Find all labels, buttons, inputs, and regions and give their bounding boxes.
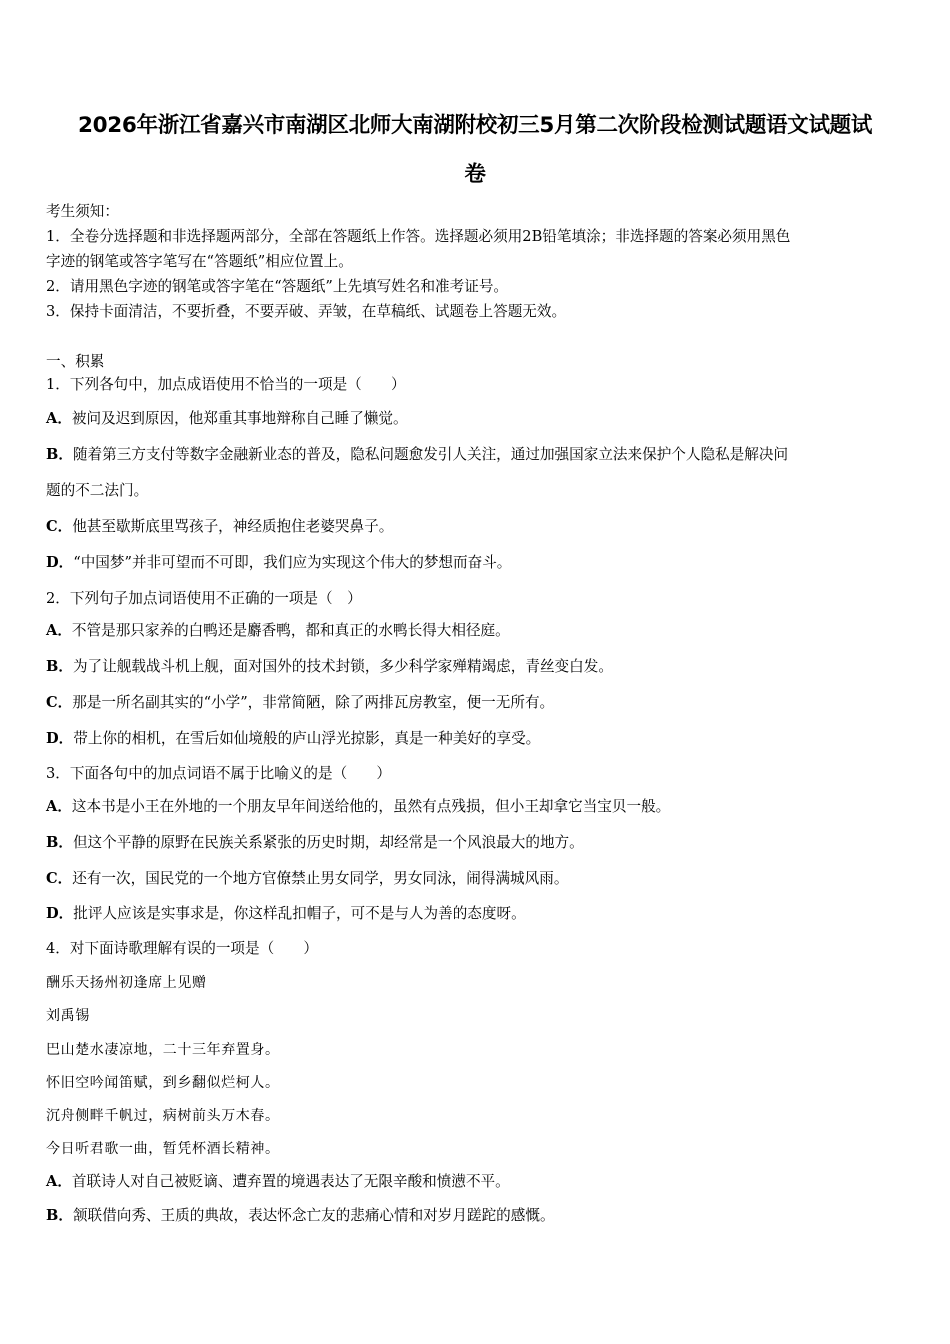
poem-line: 怀旧空吟闻笛赋，到乡翻似烂柯人。 bbox=[46, 1075, 280, 1091]
notice-heading: 考生须知： bbox=[46, 203, 119, 220]
option-label: D． bbox=[46, 554, 74, 571]
exam-title: 2026年浙江省嘉兴市南湖区北师大南湖附校初三5月第二次阶段检测试题语文试题试 bbox=[77, 113, 873, 138]
option-c bbox=[46, 518, 393, 536]
notice-item: 2．请用黑色字迹的钢笔或答字笔在“答题纸”上先填写姓名和准考证号。 bbox=[46, 278, 509, 295]
option-label: B． bbox=[46, 1207, 73, 1224]
option-text: 带上你的相机，在雪后如仙境般的庐山浮光掠影，真是一种美好的享受。 bbox=[73, 730, 541, 747]
option-label: C． bbox=[46, 694, 73, 711]
exam-title-continued: 卷 bbox=[464, 162, 486, 187]
option-label: D． bbox=[46, 905, 74, 922]
option-text: 那是一所名副其实的“小学”，非常简陋，除了两排瓦房教室，便一无所有。 bbox=[72, 694, 555, 711]
option-b bbox=[46, 1207, 555, 1225]
poem-line: 今日听君歌一曲，暂凭杯酒长精神。 bbox=[46, 1141, 280, 1157]
option-text: 不管是那只家养的白鸭还是麝香鸭，都和真正的水鸭长得大相径庭。 bbox=[71, 622, 510, 639]
option-text: 但这个平静的原野在民族关系紧张的历史时期，却经常是一个风浪最大的地方。 bbox=[72, 834, 584, 851]
option-text: 首联诗人对自己被贬谪、遭弃置的境遇表达了无限辛酸和愤懑不平。 bbox=[71, 1173, 510, 1190]
option-a bbox=[46, 1173, 510, 1191]
option-label: B． bbox=[46, 446, 73, 463]
section-heading: 一、积累 bbox=[46, 353, 105, 370]
option-d bbox=[46, 554, 511, 572]
option-label: C． bbox=[46, 518, 73, 535]
option-b bbox=[46, 834, 584, 852]
question-stem: 4．对下面诗歌理解有误的一项是（ ） bbox=[46, 940, 318, 957]
poem-line: 巴山楚水凄凉地，二十三年弃置身。 bbox=[46, 1042, 280, 1058]
option-b bbox=[46, 446, 788, 464]
option-text: 被问及迟到原因，他郑重其事地辩称自己睡了懒觉。 bbox=[71, 410, 408, 427]
option-text: “中国梦”并非可望而不可即，我们应为实现这个伟大的梦想而奋斗。 bbox=[73, 554, 512, 571]
option-label: B． bbox=[46, 834, 73, 851]
question-stem: 1．下列各句中，加点成语使用不恰当的一项是（ ） bbox=[46, 376, 406, 393]
option-text: 为了让舰载战斗机上舰，面对国外的技术封锁，多少科学家殚精竭虑，青丝变白发。 bbox=[72, 658, 613, 675]
option-text: 还有一次，国民党的一个地方官僚禁止男女同学，男女同泳，闹得满城风雨。 bbox=[72, 870, 569, 887]
option-text: 他甚至歇斯底里骂孩子，神经质抱住老婆哭鼻子。 bbox=[72, 518, 394, 535]
notice-item: 字迹的钢笔或答字笔写在“答题纸”相应位置上。 bbox=[46, 253, 353, 270]
option-text: 这本书是小王在外地的一个朋友早年间送给他的，虽然有点残损，但小王却拿它当宝贝一般。 bbox=[71, 798, 671, 815]
option-label: A． bbox=[46, 798, 72, 815]
option-label: B． bbox=[46, 658, 73, 675]
notice-item: 1．全卷分选择题和非选择题两部分，全部在答题纸上作答。选择题必须用2B铅笔填涂；非选择题的答案必须用黑色 bbox=[46, 228, 791, 245]
poem-author: 刘禹锡 bbox=[46, 1008, 90, 1024]
option-label: A． bbox=[46, 1173, 72, 1190]
option-a bbox=[46, 410, 408, 428]
option-text: 随着第三方支付等数字金融新业态的普及，隐私问题愈发引人关注，通过加强国家立法来保护个人隐私是解决问 bbox=[72, 446, 789, 463]
option-a bbox=[46, 622, 510, 640]
poem-line: 沉舟侧畔千帆过，病树前头万木春。 bbox=[46, 1108, 280, 1124]
option-b bbox=[46, 658, 613, 676]
option-a bbox=[46, 798, 670, 816]
question-stem: 3．下面各句中的加点词语不属于比喻义的是（ ） bbox=[46, 765, 391, 782]
option-text: 颔联借向秀、王质的典故，表达怀念亡友的悲痛心情和对岁月蹉跎的感慨。 bbox=[72, 1207, 555, 1224]
option-label: A． bbox=[46, 410, 72, 427]
option-d bbox=[46, 905, 526, 923]
question-stem: 2．下列句子加点词语使用不正确的一项是（ ） bbox=[46, 590, 362, 607]
poem-title: 酬乐天扬州初逢席上见赠 bbox=[46, 975, 207, 991]
option-c bbox=[46, 870, 568, 888]
option-label: C． bbox=[46, 870, 73, 887]
option-label: A． bbox=[46, 622, 72, 639]
option-b-continued: 题的不二法门。 bbox=[46, 482, 149, 499]
option-label: D． bbox=[46, 730, 74, 747]
notice-item: 3．保持卡面清洁，不要折叠，不要弄破、弄皱，在草稿纸、试题卷上答题无效。 bbox=[46, 303, 567, 320]
option-c bbox=[46, 694, 554, 712]
option-d bbox=[46, 730, 540, 748]
option-text: 批评人应该是实事求是，你这样乱扣帽子，可不是与人为善的态度呀。 bbox=[73, 905, 526, 922]
